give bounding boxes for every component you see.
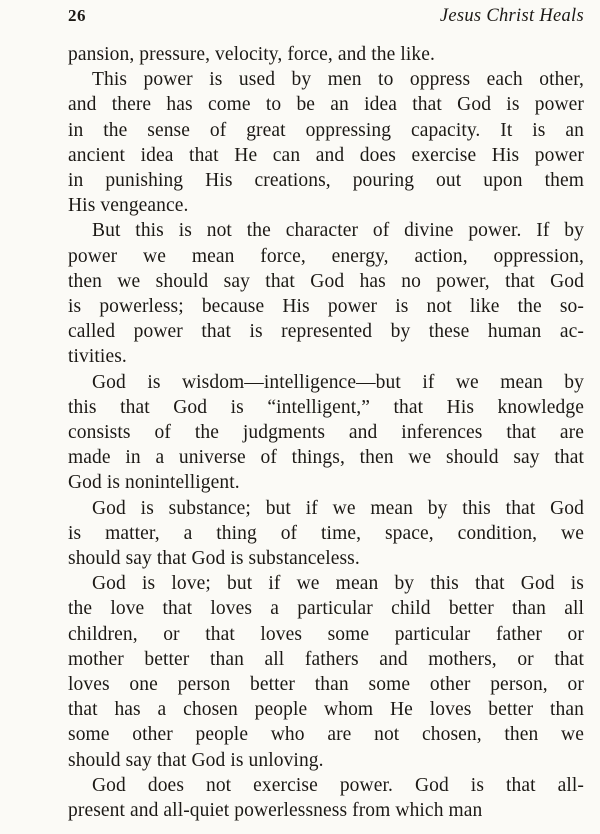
- text-line: God is love; but if we mean by this that God is: [92, 573, 584, 595]
- text-line: consists of the judgments and inferences that are: [68, 422, 584, 444]
- body-text: [68, 42, 584, 823]
- text-line: should say that God is unloving.: [68, 749, 324, 771]
- running-head: [68, 6, 584, 27]
- text-line: is matter, a thing of time, space, condition, we: [68, 522, 584, 544]
- paragraph: [68, 571, 584, 773]
- text-line: made in a universe of things, then we should say that: [68, 447, 584, 469]
- text-line: power we mean force, energy, action, oppression,: [68, 245, 584, 267]
- text-line: God is nonintelligent.: [68, 472, 240, 494]
- text-line: is powerless; because His power is not like the so-: [68, 296, 584, 318]
- text-line: loves one person better than some other person, or: [68, 674, 584, 696]
- text-line: called power that is represented by these human ac-: [68, 321, 584, 343]
- text-line: and there has come to be an idea that God is power: [68, 94, 584, 116]
- text-line: present and all-quiet powerlessness from which man: [68, 800, 483, 822]
- paragraph: [68, 67, 584, 218]
- text-line: ancient idea that He can and does exercise His power: [68, 144, 584, 166]
- text-line: some other people who are not chosen, then we: [68, 724, 584, 746]
- text-line: that has a chosen people whom He loves better than: [68, 699, 584, 721]
- text-line: God is substance; but if we mean by this that God: [92, 497, 584, 519]
- text-line: should say that God is substanceless.: [68, 548, 360, 570]
- page-number: 26: [68, 6, 86, 25]
- running-title: Jesus Christ Heals: [439, 6, 584, 26]
- text-line: the love that loves a particular child better than all: [68, 598, 584, 620]
- text-line: pansion, pressure, velocity, force, and the like.: [68, 44, 435, 65]
- text-line: in punishing His creations, pouring out upon them: [68, 170, 584, 192]
- text-line: This power is used by men to oppress each other,: [92, 69, 584, 91]
- text-line: then we should say that God has no power, that God: [68, 270, 584, 292]
- text-line: His vengeance.: [68, 195, 189, 217]
- paragraph: [68, 370, 584, 496]
- text-line: in the sense of great oppressing capacity. It is an: [68, 119, 584, 141]
- text-line: But this is not the character of divine power. If by: [92, 220, 584, 242]
- text-line: God does not exercise power. God is that all-: [92, 774, 584, 796]
- paragraph: [68, 773, 584, 823]
- text-line: tivities.: [68, 346, 127, 368]
- text-line: God is wisdom—intelligence—but if we mean by: [92, 371, 584, 393]
- paragraph: [68, 218, 584, 369]
- text-line: children, or that loves some particular father or: [68, 623, 584, 645]
- text-line: this that God is “intelligent,” that His knowledge: [68, 396, 584, 418]
- paragraph: [68, 496, 584, 572]
- text-line: mother better than all fathers and mothers, or that: [68, 648, 584, 670]
- paragraph: [68, 42, 584, 67]
